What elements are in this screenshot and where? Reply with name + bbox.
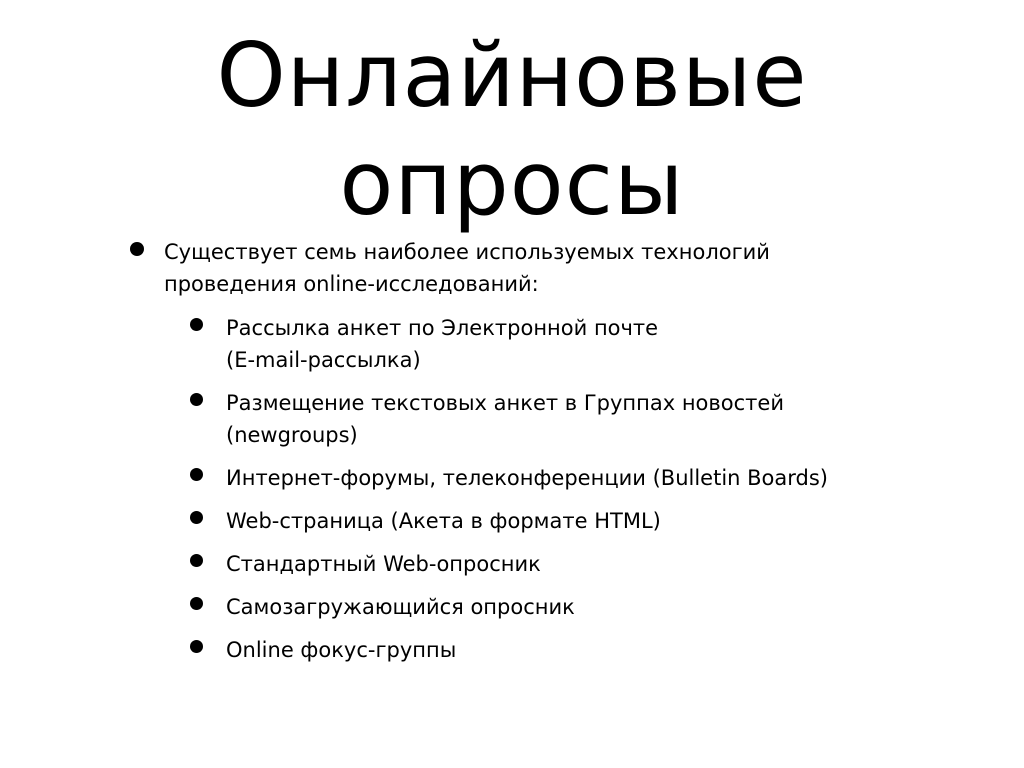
intro-line-2: проведения online-исследований: <box>164 272 539 296</box>
title-line-2: опросы <box>339 132 685 235</box>
title-line-1: Онлайновые <box>216 24 808 127</box>
list-item <box>190 591 950 623</box>
list-item-line: (newgroups) <box>226 423 358 447</box>
list-item-line: Online фокус-группы <box>226 638 457 662</box>
list-item-line: Web-страница (Акета в формате HTML) <box>226 509 661 533</box>
list-item <box>190 634 950 666</box>
bullet-dot-icon <box>190 318 203 331</box>
list-item-line: Интернет-форумы, телеконференции (Bulletin Boards) <box>226 466 828 490</box>
list-item <box>190 387 950 451</box>
list-item <box>190 462 950 494</box>
list-item <box>190 505 950 537</box>
list-item-line: Стандартный Web-опросник <box>226 552 541 576</box>
intro-line-1: Существует семь наиболее используемых технологий <box>164 240 770 264</box>
bullet-dot-icon <box>190 640 203 653</box>
bullet-dot-icon <box>190 393 203 406</box>
list-item <box>190 312 950 376</box>
slide-content <box>130 236 950 677</box>
bullet-dot-icon <box>190 554 203 567</box>
technology-list <box>130 312 950 666</box>
bullet-dot-icon <box>190 511 203 524</box>
list-item-line: Размещение текстовых анкет в Группах новостей <box>226 391 784 415</box>
list-item <box>190 548 950 580</box>
intro-bullet <box>130 236 950 300</box>
bullet-dot-icon <box>130 242 144 256</box>
list-item-line: Самозагружающийся опросник <box>226 595 575 619</box>
list-item-line: Рассылка анкет по Электронной почте <box>226 316 659 340</box>
slide-title <box>112 22 912 238</box>
bullet-dot-icon <box>190 597 203 610</box>
list-item-line: (E-mail-рассылка) <box>226 348 421 372</box>
bullet-dot-icon <box>190 468 203 481</box>
